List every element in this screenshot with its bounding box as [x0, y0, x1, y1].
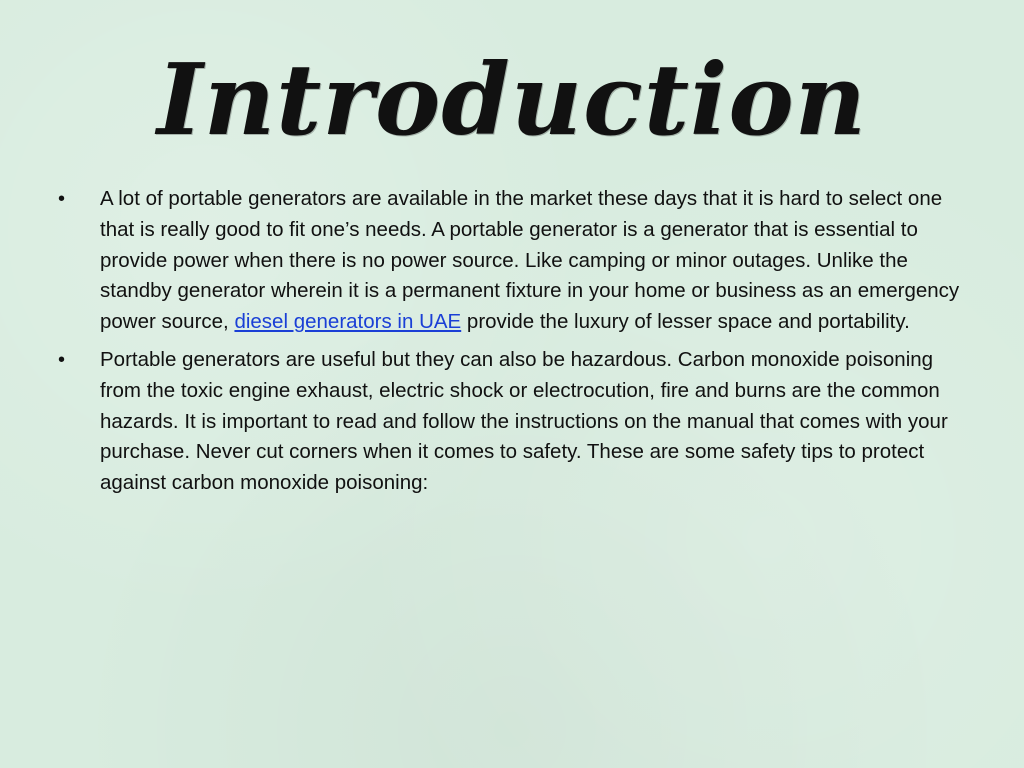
bullet-text: Portable generators are useful but they can also be hazardous. Carbon monoxide poisoning from the toxic engine exhaust, electric shock or electrocution, fire and burns are the common hazards. It is important to read and follow the instructions on the manual that comes with your purchase. Never cut corners when it comes to safety. These are some safety tips to protect against carbon monoxide poisoning: — [100, 347, 948, 495]
bullet-marker: • — [58, 348, 66, 371]
bullet-item — [54, 345, 968, 499]
bullet-text: A lot of portable generators are available in the market these days that it is hard to select one that is really good to fit one’s needs. A portable generator is a generator that is essential to provide power when there is no power source. Like camping or minor outages. Unlike the standby generator wherein it is a permanent fixture in your home or business as an emergency power source, — [100, 187, 960, 334]
bullet-marker: • — [58, 188, 66, 210]
slide-title: Introduction — [157, 43, 867, 158]
bullet-item — [54, 184, 968, 338]
diesel-generators-link[interactable]: diesel generators in UAE — [234, 310, 462, 334]
bullet-list — [54, 184, 968, 506]
bullet-text: provide the luxury of lesser space and portability. — [461, 310, 910, 334]
